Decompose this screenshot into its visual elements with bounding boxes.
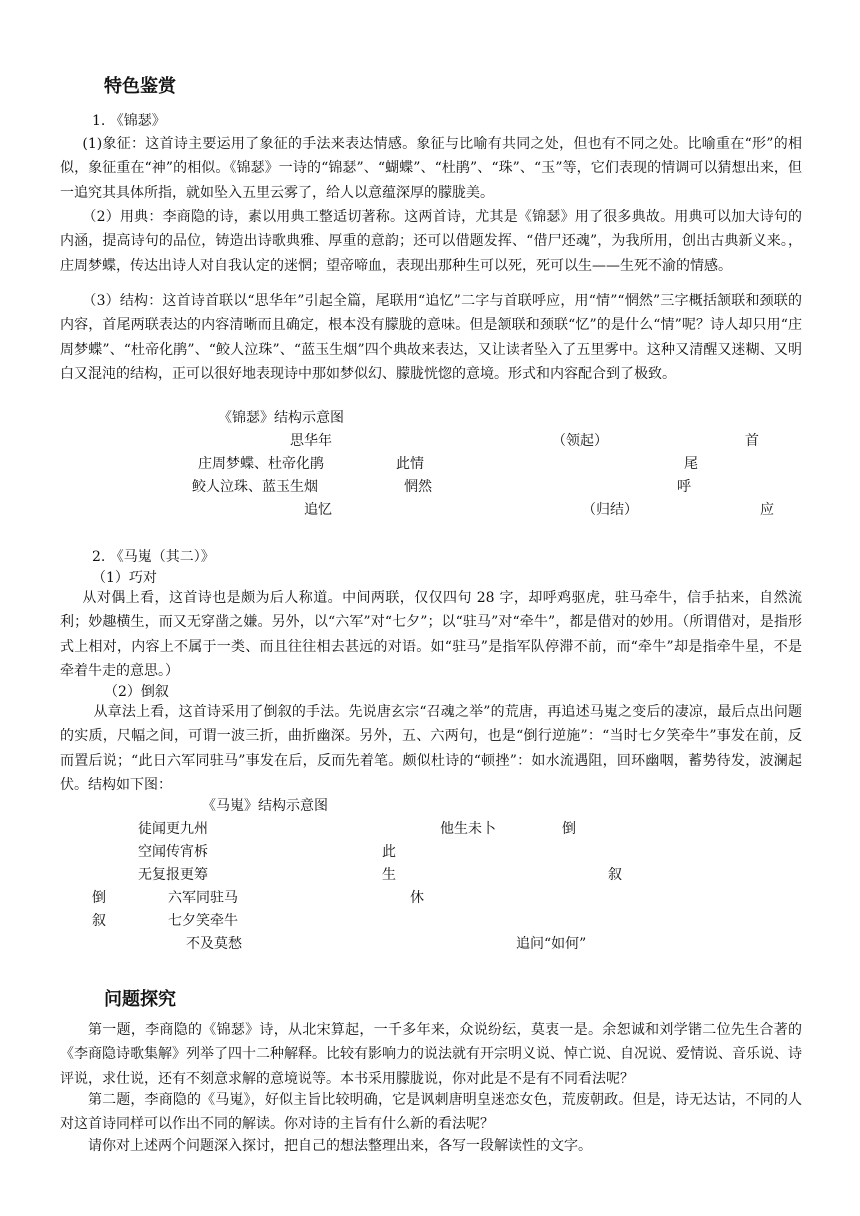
diagram-side-label: 叙 [92,913,106,929]
diagram-node: 徒闻更九州 [138,821,208,837]
diagram-node: 此情 [396,456,424,472]
paragraph-symbolism: (1)象征：这首诗主要运用了象征的手法来表达情感。象征与比喻有共同之处，但也有不同之处。比喻重在“形”的相似，象征重在“神”的相似。《锦瑟》一诗的“锦瑟”、“蝴蝶”、“杜鹃”、“珠”、“玉”等，它们表现的情调可以猜想出来，但一追究其具体所指，就如坠入五里云雾了，给人以意蕴深厚的朦胧美。 [60,136,802,201]
diagram-note: （领起） [552,433,608,449]
subheading-daoxu: （2）倒叙 [104,684,169,700]
paragraph-instruction: 请你对上述两个问题深入探讨，把自己的想法整理出来，各写一段解读性的文字。 [88,1138,592,1154]
diagram-node: 生 [382,867,396,883]
diagram-node: 六军同驻马 [168,890,238,906]
diagram-side-label: 应 [760,502,774,518]
diagram-side-label: 尾 [684,456,698,472]
diagram-side-label: 呼 [677,479,691,495]
item-title-jinse: 1. 《锦瑟》 [92,113,166,129]
diagram-title: 《锦瑟》结构示意图 [218,410,344,426]
diagram-node: 此 [382,844,396,860]
diagram-node: 无复报更筹 [138,867,208,883]
paragraph-allusion: （2）用典：李商隐的诗，素以用典工整适切著称。这两首诗，尤其是《锦瑟》用了很多典故。用典可以加大诗句的内涵，提高诗句的品位，铸造出诗歌典雅、厚重的意韵；还可以借题发挥、“借尸还魂”，为我所用，创出古典新义来。，庄周梦蝶，传达出诗人对自我认定的迷惘；望帝啼血，表现出那种生可以死，死可以生——生死不渝的情感。 [60,209,802,274]
diagram-side-label: 首 [745,433,759,449]
diagram-note: （归结） [582,502,638,518]
subheading-qiaodui: （1）巧对 [92,570,157,586]
diagram-node: 七夕笑牵牛 [168,913,238,929]
diagram-side-label: 倒 [562,821,576,837]
diagram-title: 《马嵬》结构示意图 [202,798,328,814]
diagram-side-label: 叙 [608,867,622,883]
diagram-side-label: 倒 [92,890,106,906]
paragraph-qiaodui: 从对偶上看，这首诗也是颇为后人称道。中间两联，仅仅四句 28 字，却呼鸡驱虎，驻马牵牛，信手拈来，自然流利；妙趣横生，而又无穿凿之嫌。另外，以“六军”对“七夕”；以“驻马”对“牵牛”，都是借对的妙用。（所谓借对，是指形式上相对，内容上不属于一类、而且往往相去甚远的对语。如“驻马”是指军队停滞不前，而“牵牛”却是指牵牛星，不是牵着牛走的意思。） [60,590,802,680]
section-heading-appreciation: 特色鉴赏 [104,76,176,97]
diagram-node: 休 [410,890,424,906]
diagram-node: 不及莫愁 [186,936,242,952]
diagram-node: 庄周梦蝶、杜帝化鹃 [198,456,324,472]
diagram-node: 空闻传宵柝 [138,844,208,860]
paragraph-question-2: 第二题，李商隐的《马嵬》，好似主旨比较明确，它是讽刺唐明皇迷恋女色，荒废朝政。但是，诗无达诂，不同的人对这首诗同样可以作出不同的解读。你对诗的主旨有什么新的看法呢？ [60,1092,802,1133]
paragraph-structure: （3）结构：这首诗首联以“思华年”引起全篇，尾联用“追忆”二字与首联呼应，用“情”“惘然”三字概括颔联和颈联的内容，首尾两联表达的内容清晰而且确定，根本没有朦胧的意味。但是颔联和颈联“忆”的是什么“情”呢？诗人却只用“庄周梦蝶”、“杜帝化鹃”、“鲛人泣珠”、“蓝玉生烟”四个典故来表达，又让读者坠入了五里雾中。这种又清醒又迷糊、又明白又混沌的结构，正可以很好地表现诗中那如梦似幻、朦胧恍惚的意境。形式和内容配合到了极致。 [60,293,802,383]
diagram-node: 惘然 [404,479,432,495]
diagram-node: 鲛人泣珠、蓝玉生烟 [192,479,318,495]
paragraph-question-1: 第一题，李商隐的《锦瑟》诗，从北宋算起，一千多年来，众说纷纭，莫衷一是。余恕诚和刘学锴二位先生合著的《李商隐诗歌集解》列举了四十二种解释。比较有影响力的说法就有开宗明义说、悼亡说、自况说、爱情说、音乐说、诗评说，求仕说，还有不刻意求解的意境说等。本书采用朦胧说，你对此是不是有不同看法呢？ [60,1022,802,1087]
diagram-node: 思华年 [290,433,332,449]
diagram-node: 追忆 [304,502,332,518]
diagram-node: 他生未卜 [440,821,496,837]
paragraph-daoxu: 从章法上看，这首诗采用了倒叙的手法。先说唐玄宗“召魂之举”的荒唐，再追述马嵬之变后的凄凉，最后点出问题的实质，尺幅之间，可谓一波三折，曲折幽深。另外，五、六两句，也是“倒行逆施”：“当时七夕笑牵牛”事发在前，反而置后说；“此日六军同驻马”事发在后，反而先着笔。颇似杜诗的“顿挫”：如水流遇阻，回环幽咽，蓄势待发，波澜起伏。结构如下图： [60,704,802,794]
item-title-mawei: 2. 《马嵬（其二）》 [92,549,215,565]
diagram-node: 追问“如何” [516,936,587,952]
section-heading-inquiry: 问题探究 [104,989,176,1010]
